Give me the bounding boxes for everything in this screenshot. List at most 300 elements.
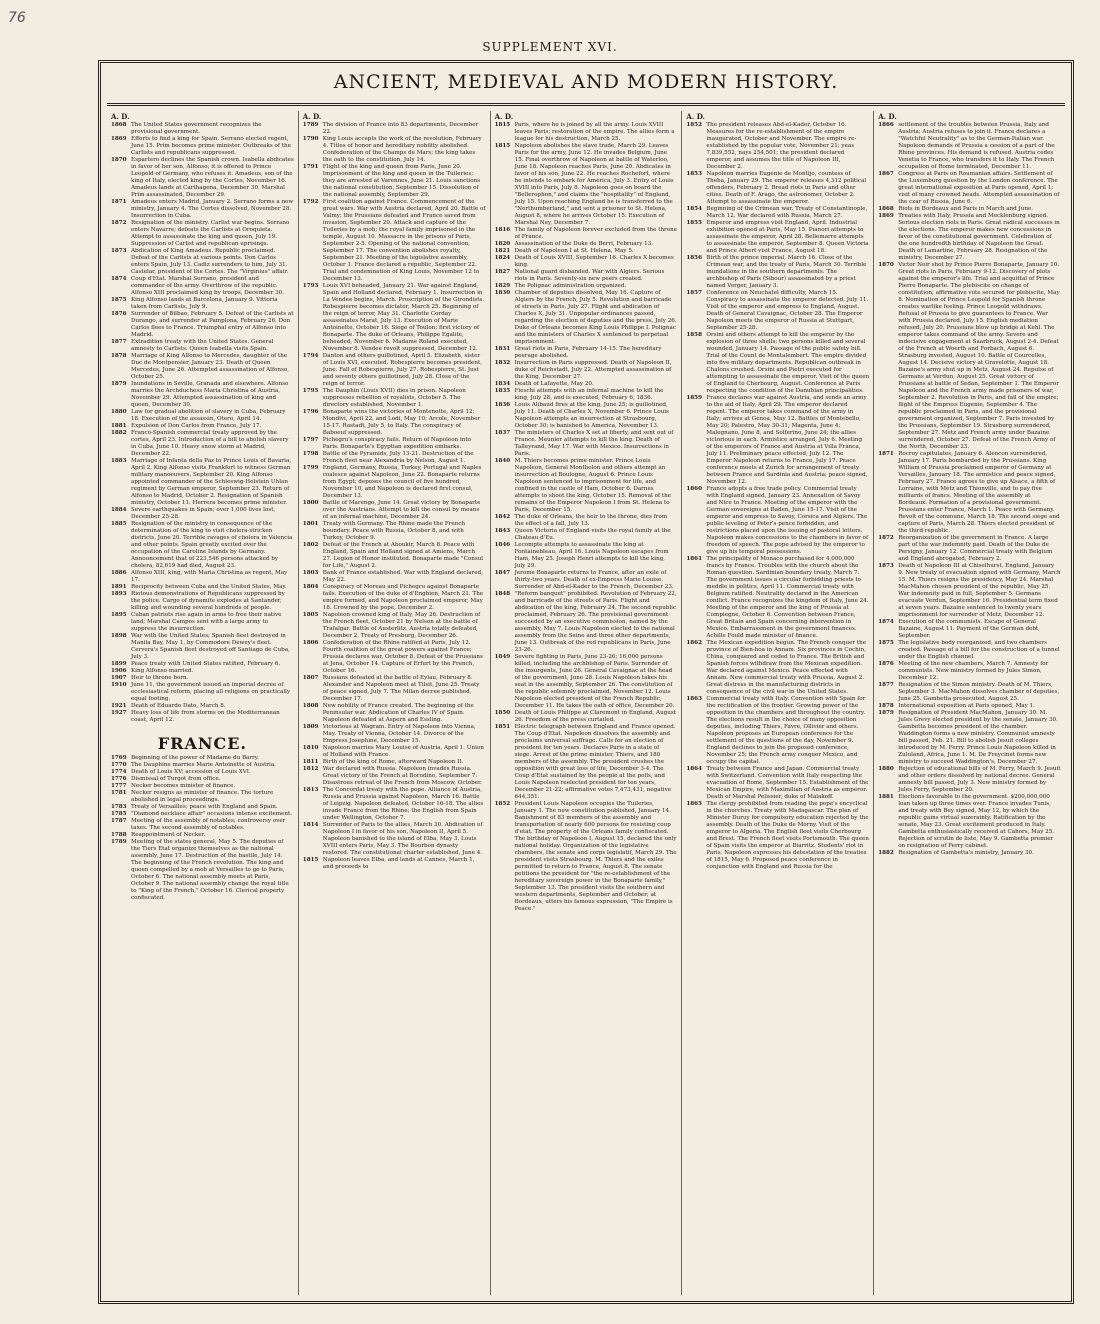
history-entry (303, 745, 486, 759)
history-entry (495, 290, 678, 346)
history-entry (878, 640, 1061, 661)
entry-year: 1837 (494, 430, 511, 436)
entry-text: Death of Louis XVIII, September 16. Charles X becomes king. (514, 255, 674, 268)
entry-text: The principality of Monaco purchased for 4,000,000 francs by France. Troubles with the church about the Roman question. Sardinian boundary treaty, March 7. The government issues a circular forbidding priests to meddle in politics, April 11. Commercial treaty with Belgium ratified. Neutrality declared in the American conflict. France recognizes the kingdom of Italy, June 24. Meeting of the emperor and the king of Prussia at Compiegne, October 6. Convention between France, Great Britain and Spain concerning intervention in Mexico. Embarrassment in the government finances. Achille Fould made minister of finance. (706, 556, 869, 639)
history-column-4 (682, 111, 874, 1295)
history-entry (303, 388, 486, 409)
entry-year: 1883 (111, 458, 127, 464)
entry-year: 1875 (878, 640, 894, 646)
history-entry (111, 818, 294, 832)
history-entry (111, 409, 294, 423)
entry-year: 1872 (111, 220, 127, 226)
entry-year: 1867 (878, 171, 894, 177)
history-entry (495, 458, 678, 514)
entry-text: Resignation of the Simon ministry. Death of M. Thiers, September 3. MacMahon dissolves chamber of deputies, June 25. Gambetta prosecuted, August 25. (898, 682, 1060, 702)
entry-year: 1843 (494, 528, 511, 534)
entry-text: Confederation of the Rhine ratified at Paris, July 12. Fourth coalition of the great powers against France; Prussia declares war, October 8. Defeat of the Prussians at Jena, October 14. Capture of Erfurt by the French, October 16. (322, 640, 483, 674)
history-entry (303, 136, 486, 164)
entry-text: Napoleon crowned king of Italy, May 26. Destruction of the French fleet, October 21 by Nelson at the battle of Trafalgar. Battle of Austerlitz. Austria totally defeated, December 2. Treaty of Presburg, December 26. (322, 612, 481, 639)
entry-text: The Polignac administration organized. (514, 283, 627, 289)
entry-text: Rocroy capitulates, January 6. Alencon surrendered, January 17. Paris bombarded by the Prussians. King William of Prussia proclaimed emperor of Germany at Versailles, January 18. The armistice and peace signed, February 27. France agrees to give up Alsace, a fifth of Lorraine, with Metz and Thionville, and to pay five milliards of francs. Meeting of the assembly at Bordeaux. Formation of a provisional government. Prussians enter France, March 1. Peace with Germany. Revolt of the commune, March 18. The second siege and capture of Paris, March 28. Thiers elected president of the third republic. (898, 451, 1060, 534)
entry-year: 1879 (878, 710, 894, 716)
entry-year: 1829 (494, 283, 511, 289)
history-entry (303, 353, 486, 388)
entry-year: 1815 (494, 122, 511, 128)
history-entry (495, 591, 678, 654)
history-entry (495, 514, 678, 528)
entry-year: 1776 (111, 776, 127, 782)
entry-text: Danton and others guillotined, April 5. Elizabeth, sister of Louis XVI, executed. Robespierre becomes president, June. Fall of Robespierre, July 27. Robespierre, St. Just and seventy others guillotined, July 28. Close of the reign of terror. (322, 353, 482, 387)
entry-text: Flight of the king and queen from Paris, June 20. Imprisonment of the king and queen in the Tuileries; they are arrested at Varennes, June 21. Louis sanctions the national constitution, September 15. Dissolution of the national assembly, September 29. (322, 164, 481, 198)
entry-year: 1806 (302, 640, 319, 646)
entry-year: 1855 (686, 220, 702, 226)
history-entry (303, 584, 486, 612)
entry-text: Espartero declines the Spanish crown. Isabella abdicates in favor of her son, Alfonso; it is offered to Prince Leopold of Germany, who refuses it. Amadeus, son of the king of Italy, elected king by the Cortes, November 16. Amadeus lands at Carthagena, December 30. Marshal Prim assassinated, December 29. (131, 157, 294, 198)
entry-text: First coalition against France. Commencement of the great wars. War with Austria declared, April 20. Battle of Valmy; the Prussians defeated and France saved from invasion, September 20. Attack and capture of the Tuileries by a mob; the royal family imprisoned in the temple, August 10. Massacre in the prisons of Paris, September 2-5. Opening of the national convention, September 17. The convention abolishes royalty, September 21. Meeting of the legislative assembly, October 1. France declared a republic, September 22. Trial and condemnation of King Louis, November 12 to December 13. (322, 199, 486, 282)
entry-year: 1802 (302, 542, 319, 548)
entry-year: 1857 (686, 290, 702, 296)
entry-year: 1816 (494, 227, 511, 233)
history-entry (495, 710, 678, 724)
entry-text: Peace treaty with United States ratified, February 6. (131, 661, 281, 667)
history-entry (111, 521, 294, 570)
entry-year: 1812 (302, 766, 319, 772)
entry-year: 1850 (494, 710, 511, 716)
entry-year: 1815 (494, 143, 511, 149)
history-entry (111, 612, 294, 633)
history-entry (111, 703, 294, 710)
entry-year: 1878 (878, 703, 894, 709)
page-title: ANCIENT, MEDIEVAL AND MODERN HISTORY. (333, 71, 839, 93)
history-column-3 (491, 111, 683, 1295)
history-entry (495, 381, 678, 388)
entry-text: Emperor and empress visit England, April. Industrial exhibition opened at Paris, May 15. Pianori attempts to assassinate the emperor, April 28. Bellemarre attempts to assassinate the emperor, September 8. Queen Victoria and Prince Albert visit France, August 18. (706, 220, 869, 254)
history-entry (878, 262, 1061, 451)
entry-year: 1781 (111, 790, 127, 796)
entry-year: 1807 (302, 675, 319, 681)
entry-text: Death of Napoleon III at Chiselhurst, England, January 9. New treaty of evacuation signed with Germany, March 15. M. Thiers resigns the presidency, May 24. Marshal MacMahon chosen president of the republic, May 25. War indemnity paid in full, September 5. Germans evacuate Verdun, September 16. Presidential term fixed at seven years. Bazaine sentenced to twenty years imprisonment for surrender of Metz, December 12. (898, 563, 1061, 618)
entry-year: 1821 (494, 248, 511, 254)
entry-text: June 11, the government issued an imperial decree of ecclesiastical reform, placing all religions on practically equal footing. (131, 682, 291, 702)
entry-year: 1886 (111, 570, 127, 576)
entry-text: Battle of Marengo, June 14. Great victory by Bonaparte over the Austrians. Attempt to kill the consul by means of an infernal machine, December 24. (322, 500, 481, 520)
entry-year: 1847 (494, 570, 511, 576)
entry-text: Resignation of the ministry in consequence of the determination of the king to visit cholera-stricken districts, June 20. Terrible ravages of cholera in Valencia and other points. Spain greatly excited over the occupation of the Caroline Islands by Germany. Announcement that of 223,546 persons attacked by cholera, 82,619 had died, August 23. (131, 521, 293, 569)
entry-text: Expulsion of Don Carlos from France, July 17. (131, 423, 262, 429)
entry-year: 1848 (494, 591, 511, 597)
history-entry (303, 766, 486, 787)
entry-year: 1792 (302, 199, 319, 205)
history-entry (495, 654, 678, 710)
history-entry (111, 591, 294, 612)
entry-year: 1906 (111, 668, 127, 674)
entry-year: 1880 (878, 766, 894, 772)
entry-year: 1830 (494, 290, 511, 296)
entry-text: Execution of the communists. Escape of General Bazaine, August 11. Payment of the German debt, September. (898, 619, 1040, 639)
entry-text: The president releases Abd-el-Kader, October 16. Measures for the re-establishment of the empire inaugurated, October and November. The empire re-established by the popular vote, November 21; yeas 7,839,552, nays 254,501; the president declared emperor, and assumes the title of Napoleon III, December 2. (706, 122, 857, 170)
history-entry (495, 283, 678, 290)
entry-text: Rejection of educational bills of M. Ferry, March 9. Jesuit and other orders dissolved by national decree. General amnesty bill passed, July 3. New ministry formed by Jules Ferry, September 20. (898, 766, 1061, 793)
entry-text: Inundations in Seville, Granada and elsewhere. Alfonso marries the Archduchess Maria Christina of Austria, November 29. Attempted assassination of king and queen, December 30. (131, 381, 289, 408)
history-entry (495, 801, 678, 913)
history-entry (303, 822, 486, 857)
history-entry (686, 171, 869, 206)
entry-text: Bonaparte wins the victories of Montenotte, April 12; Mondivi, April 22, and Lodi, May 10; Arcole, November 15-17. Rastadt, July 5, to Italy. The conspiracy of Baboeuf suppressed. (322, 409, 481, 436)
handwritten-page-number: 76 (8, 10, 26, 26)
entry-year: 1881 (878, 794, 894, 800)
history-entry (111, 199, 294, 220)
entry-text: Reciprocity between Cuba and the United States, May. (131, 584, 287, 590)
entry-year: 1820 (494, 241, 511, 247)
history-entry (686, 801, 869, 871)
entry-year: 1869 (878, 213, 894, 219)
history-entry (878, 122, 1061, 171)
history-entry (686, 206, 869, 220)
history-entry (878, 710, 1061, 766)
entry-year: 1795 (302, 388, 319, 394)
history-entry (303, 283, 486, 353)
entry-text: President Louis Napoleon occupies the Tuileries, January 1. The new constitution published, January 14. Banishment of 83 members of the assembly and transportation of nearly 600 persons for resisting coup d'etat. The property of the Orleans family confiscated. The birthday of Napoleon I, August 15, declared the only national holiday. Organization of the legislative chambers, the senate and corps legislatif, March 29. The president visits Strasbourg. M. Thiers and the exiles permitted to return to France, August 8. The senate petitions the president for "the re-establishment of the hereditary sovereign power in the Bonaparte family," September 13. The president visits the southern and western departments, September and October; at Bordeaux, utters his famous expression, "The Empire is Peace." (514, 801, 677, 912)
entry-text: The clergy prohibited from reading the pope's encyclical in the churches. Treaty with Madagascar. The plan of Minister Duruy for compulsory education rejected by the assembly. Death of the Duke de Morny. Visit of the emperor to Algeria. The English fleet visits Cherbourg and Brest. The French fleet visits Portsmouth. The queen of Spain visits the emperor at Biarritz. Students' riot in Paris. Napoleon expresses his detestation of the treaties of 1815, May 6. Proposed peace conference in conjunction with England and Russia for the (706, 801, 869, 870)
entry-year: 1800 (302, 500, 319, 506)
entry-text: "Reform banquet" prohibited. Revolution of February 22, and barricade of the streets of Paris. Flight and abdication of the king, February 24. The second republic proclaimed, February 26. The provisional government succeeded by an executive commission, named by the assembly, May 7. Louis Napoleon elected to the national assembly from the Seine and three other departments, June 13. Outbreak of the red republicans in Paris, June 23-26. (514, 591, 677, 653)
entry-text: War with the United States; Spanish fleet destroyed in Manila Bay, May 1, by Commodore Dewey's fleet. Cervera's Spanish fleet destroyed off Santiago de Cuba, July 3. (131, 633, 290, 660)
entry-year: 1856 (686, 255, 702, 261)
entry-year: 1884 (111, 507, 127, 513)
history-entry (878, 171, 1061, 206)
entry-text: Defeat of the French at Aboukir, March 8. Peace with England, Spain and Holland signed at Amiens, March 27. Legion of Honor instituted. Bonaparte made "Consul for Life," August 2. (322, 542, 484, 569)
entry-text: Necker becomes minister of finance. (131, 783, 236, 789)
history-entry (495, 248, 678, 255)
entry-text: Great riots in Paris, February 14-15. The hereditary peerage abolished. (514, 346, 662, 359)
ad-heading: A. D. (494, 112, 514, 121)
entry-year: 1907 (111, 675, 127, 681)
entry-text: Death of Louis Philippe at Claremont in England, August 26. Freedom of the press curtailed. (514, 710, 676, 723)
history-entry (111, 220, 294, 248)
history-entry (303, 122, 486, 136)
history-entry (303, 787, 486, 822)
history-entry (495, 402, 678, 430)
entry-text: Assassination of the Duke de Berri, February 13. (514, 241, 654, 247)
entry-text: Queen Victoria of England visits the royal family at the Chateau d'Eu. (514, 528, 671, 541)
entry-year: 1790 (302, 136, 319, 142)
entry-year: 1882 (878, 850, 894, 856)
entry-text: Conspiracy of Moreau and Pichegru against Bonaparte fails. Execution of the duke of d'Enghien, March 21. The empire formed, and Napoleon proclaimed emperor, May 18. Crowned by the pope, December 2. (322, 584, 484, 611)
history-entry (878, 213, 1061, 262)
entry-text: King Alfonso married. (131, 668, 194, 674)
history-entry (495, 430, 678, 458)
entry-year: 1770 (111, 762, 127, 768)
entry-year: 1849 (494, 654, 511, 660)
history-entry (303, 164, 486, 199)
entry-year: 1804 (302, 584, 319, 590)
entry-year: 1854 (686, 206, 702, 212)
history-entry (686, 640, 869, 696)
entry-year: 1785 (111, 811, 127, 817)
entry-year: 1808 (302, 703, 319, 709)
history-entry (878, 682, 1061, 703)
history-entry (878, 794, 1061, 850)
entry-year: 1853 (686, 171, 702, 177)
entry-text: The United States government recognizes the provisional government. (131, 122, 262, 135)
entry-text: settlement of the troubles between Prussia, Italy and Austria; Austria refuses to join it. France declares a "Watchful Neutrality" as to the German-Italian war. Napoleon demands of Prussia a cession of a part of the Rhine provinces. His demand is refused. Austria cedes Venetia to France, who transfers it to Italy. The French occupation of Rome terminated, December 11. (898, 122, 1055, 170)
history-entry (878, 619, 1061, 640)
entry-year: 1842 (494, 514, 511, 520)
entry-text: Russians defeated at the battle of Eylau, February 8. Alexander and Napoleon meet at Tilsit, June 25. Treaty of peace signed, July 7. The Milan decree published, December 17. (322, 675, 480, 702)
entry-year: 1783 (111, 804, 127, 810)
entry-text: The family of Napoleon forever excluded from the throne of France. (514, 227, 678, 240)
entry-text: Death of Napoleon I at St. Helena, May 5. (514, 248, 634, 254)
entry-text: Death of Lafayette, May 20. (514, 381, 594, 387)
entry-text: Alfonso XIII, king, with Maria Christina as regent, May 17. (131, 570, 288, 583)
history-entry (303, 570, 486, 584)
entry-year: 1774 (111, 769, 127, 775)
history-entry (495, 542, 678, 570)
entry-year: 1895 (111, 612, 127, 618)
entry-text: Resignation of President MacMahon, January 30. M. Jules Grevy elected president by the senate, January 30. Gambetta becomes president of the chamber. Waddington forms a new ministry. Communist amnesty bill passed, Feb. 21. Bill to abolish Jesuit colleges introduced by M. Ferry. Prince Louis Napoleon killed in Zululand, Africa, June 1. M. De Freycinet forms new ministry to succeed Waddington's, December 27. (898, 710, 1058, 765)
history-entry (686, 290, 869, 332)
entry-text: Insurrection in Paris suppressed. Death of Napoleon II, duke of Reichstadt, July 22. Attempted assassination of the King, December 27. (514, 360, 672, 380)
entry-year: 1815 (302, 857, 319, 863)
history-entry (495, 346, 678, 360)
entry-year: 1809 (302, 724, 319, 730)
history-entry (111, 832, 294, 839)
entry-year: 1885 (111, 521, 127, 527)
entry-year: 1801 (302, 521, 319, 527)
entry-year: 1869 (111, 136, 127, 142)
entry-year: 1852 (494, 801, 511, 807)
history-entry (303, 437, 486, 451)
entry-year: 1811 (302, 759, 319, 765)
entry-text: Victorious at Wagram. Entry of Napoleon into Vienna, May. Treaty of Vienna, October 14. Divorce of the Empress Josephine, December 15. (322, 724, 476, 744)
entry-year: 1805 (302, 612, 319, 618)
entry-year: 1840 (494, 458, 511, 464)
entry-year: 1870 (878, 262, 894, 268)
history-entry (303, 640, 486, 675)
entry-text: England, Germany, Russia, Turkey, Portugal and Naples coalesce against Napoleon, June 22. Bonaparte returns from Egypt; deposes the council of five hundred, November 10, and Napoleon is declared first consul, December 13. (322, 465, 482, 499)
entry-year: 1827 (494, 269, 511, 275)
entry-text: Meeting of the states general, May 5. The deputies of the Tiers Etat organize themselves as the national assembly, June 17. Destruction of the bastile, July 14. The beginning of the French revolution. The king and queen compelled by a mob at Versailles to go to Paris, October 6. The national assembly meets at Paris, October 9. The national assembly change the royal title to "King of the French," October 16. Clerical property confiscated. (131, 839, 289, 901)
history-entry (495, 143, 678, 227)
entry-year: 1824 (494, 255, 511, 261)
entry-text: The division of France into 83 departments, December 22. (322, 122, 479, 135)
supplement-label: SUPPLEMENT XVI. (482, 40, 618, 54)
entry-text: Meeting of the new chambers, March 7. Amnesty for communists. New ministry formed by Jules Simon, December 12. (898, 661, 1049, 681)
entry-year: 1813 (302, 787, 319, 793)
entry-year: 1880 (111, 409, 127, 415)
entry-text: Victor Noir shot by Prince Pierre Bonaparte, January 10. Great riots in Paris, February 9-12. Discovery of plots against the emperor's life. Trial and acquittal of Prince Pierre Bonaparte. The plebiscite on change of constitution; affirmative vote secured for plebiscite, May 8. Nomination of Prince Leopold for Spanish throne creates warlike feeling. Prince Leopold withdraws. Refusal of Prussia to give guarantees to France. War with Prussia declared, July 15. English mediation refused, July 20. Prussians blow up bridge at Kehl. The emperor takes command of the army. Severe and indecisive engagement at Saarbruck, August 2-4. Defeat of the French at Woerth and Forbach, August 6. Strasburg invested, August 10. Battle of Courcelles, August 14. Decisive victory at Gravelotte, August 18. Bazaine's army shut up in Metz, August 24. Repulse of Germans at Verdun, August 25. Great victory of Prussians at battle of Sedan, September 1. The Emperor Napoleon and the French army made prisoners of war, September 2. Revolution in Paris, and fall of the empire; flight of the Empress Eugenie, September 4. The republic proclaimed in Paris, and the provisional government organized, September 7. Paris invested by the Prussians, September 19. Strasburg surrendered, September 27. Metz and French army under Bazaine surrendered, October 27. Defeat of the French Army of the North, December 23. (898, 262, 1060, 450)
entry-year: 1872 (878, 535, 894, 541)
entry-text: Surrender of Bilbao, February 5. Defeat of the Carlists at Durango, and surrender at Pamplona, February 26. Don Carlos flees to France. Triumphal entry of Alfonso into Madrid. (131, 311, 294, 338)
entry-text: Bank of France established. War with England declared, May 22. (322, 570, 483, 583)
entry-year: 1852 (686, 122, 702, 128)
history-entry (111, 381, 294, 409)
entry-text: Riotous demonstrations of Republicans suppressed by the police. Cargo of dynamite explodes at Santander, killing and wounding several hundreds of people. (131, 591, 285, 611)
entry-text: Paris, where he is joined by all the army. Louis XVIII leaves Paris; restoration of the empire. The allies form a league for his destruction, March 25. (514, 122, 675, 142)
entry-text: Electric telegraph between England and France opened. The Coup d'Etat. Napoleon dissolves the assembly and proclaims universal suffrage. Calls for an election of president for ten years. Declares Paris in a state of siege. Arrest of the prime minister, Thiers, and 180 members of the assembly. The president crushes the opposition with great loss of life, December 3-4. The Coup d'Etat sustained by the people at the polls, and Louis Napoleon reelected president for ten years, December 21-22; affirmative votes 7,473,431, negative 644,351. (514, 724, 676, 800)
entry-text: The legislative body reorganized, and two chambers created. Passage of a bill for the construction of a tunnel under the English channel. (898, 640, 1060, 660)
entry-year: 1874 (111, 276, 127, 282)
entry-year: 1868 (878, 206, 894, 212)
entry-year: 1893 (111, 591, 127, 597)
entry-text: Orsini and others attempt to kill the emperor by the explosion of three shells; two persons killed and several wounded, January 14. Passage of the public safety bill. Trial of the Count de Montalembert. The empire divided into five military departments. Republican outbreak in Chalons crushed. Orsini and Pietri executed for attempting to assassinate the emperor. Visit of the queen of England to Cherbourg, August. Conference at Paris respecting the condition of the Danubian principalities. (706, 332, 870, 394)
entry-year: 1899 (111, 661, 127, 667)
entry-text: "Diamond necklace affair" occasions intense excitement. (131, 811, 293, 817)
entry-text: The Dauphin (Louis XVII) dies in prison. Napoleon suppresses rebellion of royalists, October 5. The directory established, November 1. (322, 388, 466, 408)
entry-text: New nobility of France created. The beginning of the Peninsular war. Abdication of Charles IV of Spain. Napoleon defeated at Aspern and Essling. (322, 703, 474, 723)
history-entry (878, 563, 1061, 619)
history-entry (111, 311, 294, 339)
history-entry (111, 710, 294, 724)
history-entry (303, 759, 486, 766)
entry-text: Jerome Bonaparte returns to France, after an exile of thirty-two years. Death of ex-Empress Marie Louise. Surrender of Abd-el-Kader to the French, December 23. (514, 570, 674, 590)
entry-year: 1858 (686, 332, 702, 338)
entry-year: 1882 (111, 430, 127, 436)
history-column-2 (299, 111, 491, 1295)
history-entry (495, 570, 678, 591)
entry-year: 1834 (494, 381, 511, 387)
history-entry (111, 668, 294, 675)
entry-text: Napoleon marries Eugenie de Montijo, countess of Theba, January 29. The emperor releases 4,312 political offenders, February 2. Bread riots in Paris and other cities. Death of F. Arago, the astronomer, October 2. Attempt to assassinate the emperor. (706, 171, 867, 205)
entry-text: The duke of Orleans, the heir to the throne, dies from the effect of a fall, July 13. (514, 514, 668, 527)
entry-year: 1791 (302, 164, 319, 170)
entry-year: 1898 (111, 633, 127, 639)
entry-text: Reappointment of Necker. (131, 832, 206, 838)
history-entry (111, 839, 294, 902)
entry-text: The Mexican expedition begun. The French conquer the province of Bien-hoa in Annam. Six provinces in Cochin, China, conquered and ceded to France. The British and Spanish forces withdraw from the Mexican expedition. War declared against Mexico. Peace effected with Annam. New commercial treaty with Prussia, August 2. Great distress in the manufacturing districts in consequence of the civil war in the United States. (706, 640, 867, 695)
entry-year: 1788 (111, 832, 127, 838)
history-entry (111, 584, 294, 591)
history-column-1 (107, 111, 299, 1295)
entry-year: 1846 (494, 542, 511, 548)
entry-year: 1810 (302, 745, 319, 751)
history-entry (111, 661, 294, 668)
entry-year: 1871 (878, 451, 894, 457)
entry-year: 1799 (302, 465, 319, 471)
history-entry (111, 755, 294, 762)
entry-year: 1870 (111, 157, 127, 163)
entry-text: War declared with Russia. Napoleon invades Russia. Great victory of the French at Borodino, September 7. Disastrous retreat of the French from Moscow, October. (322, 766, 482, 786)
entry-year: 1836 (494, 402, 511, 408)
history-entry (111, 804, 294, 811)
entry-text: Fieschi attempts with an infernal machine to kill the king, July 28, and is executed, February 6, 1836. (514, 388, 664, 401)
entry-text: Meeting of the assembly of notables; controversy over taxes. The second assembly of notables. (131, 818, 286, 831)
history-entry (111, 633, 294, 661)
history-entry (303, 542, 486, 570)
entry-year: 1793 (302, 283, 319, 289)
history-entry (495, 122, 678, 143)
history-entry (111, 458, 294, 507)
entry-text: Elections favorable to the government. $200,000,000 loan taken up three times over. France invades Tunis, and treaty with Bey signed, May 12, by which the republic gains virtual suzerainty. Ratification by the senate, May 23. Great excitement produced in Italy. Gambetta enthusiastically received at Cahors, May 25. Rejection of scrutin de liste, May 9. Gambetta premier on resignation of Ferry cabinet. (898, 794, 1055, 849)
history-entry (111, 430, 294, 458)
ad-heading: A. D. (111, 112, 130, 121)
history-entry (111, 157, 294, 199)
entry-year: 1875 (111, 297, 127, 303)
history-entry (686, 766, 869, 801)
entry-text: Conference on Neuchatel difficulty, March 15. Conspiracy to assassinate the emperor detected, July 11. Visit of the emperor and empress to England, August. Death of General Cavaignac, October 28. The Emperor Napoleon meets the emperor of Russia at Stuttgart, September 25-28. (706, 290, 869, 331)
entry-text: Lecompte attempts to assassinate the king at Fontainebleau, April 16. Louis Napoleon escapes from Ham, May 25. Joseph Henri attempts to kill the king, July 29. (514, 542, 669, 569)
entry-text: Louis Alibaud fires at the king, June 25; is guillotined, July 11. Death of Charles X, November 6. Prince Louis Napoleon attempts an insurrection at Strasbourg, October 30; is banished to America, November 13. (514, 402, 669, 429)
entry-year: 1787 (111, 818, 127, 824)
entry-text: Birth of the prince imperial, March 16. Close of the Crimean war, and the treaty of Paris, March 30. Terrible inundations in the southern departments. The archbishop of Paris (Sibour) assassinated by a priest named Verger, January 3. (706, 255, 867, 289)
history-entry (111, 136, 294, 157)
entry-year: 1877 (111, 339, 127, 345)
entry-year: 1871 (111, 199, 127, 205)
entry-year: 1863 (686, 696, 702, 702)
history-entry (495, 528, 678, 542)
entry-year: 1796 (302, 409, 319, 415)
entry-text: Surrender of Paris to the allies, March 30. Abdication of Napoleon I in favor of his son, Napoleon II, April 5. Napoleon banished to the island of Elba, May 3. Louis XVIII enters Paris, May 3. The Bourbon dynasty restored. The constitutional charter established, June 4. (322, 822, 483, 856)
history-entry (111, 675, 294, 682)
entry-year: 1862 (686, 640, 702, 646)
entry-text: King Alfonso lands at Barcelona, January 9. Vittoria taken from Carlists, July 9. (131, 297, 278, 310)
history-entry (686, 395, 869, 486)
entry-text: Death of Eduardo Dato, March 8. (131, 703, 226, 709)
entry-text: Napoleon abolishes the slave trade, March 29. Leaves Paris for the army, June 12. He invades Belgium, June 15. Final overthrow of Napoleon at battle of Waterloo, June 18. Napoleon reaches Paris, June 20. Abdicates in favor of his son, June 22. He reaches Rochefort, where he intends to embark for America, July 3. Entry of Louis XVIII into Paris, July 8. Napoleon goes on board the "Bellerophon," and claims the "hospitality" of England, July 15. Upon reaching England he is transferred to the "Northumberland," and sent a prisoner to St. Helena, August 8, where he arrives October 15. Execution of Marshal Ney, December 7. (514, 143, 674, 226)
france-heading: FRANCE. (157, 734, 247, 753)
history-entry (303, 451, 486, 465)
entry-year: 1910 (111, 682, 127, 688)
history-entry (686, 486, 869, 556)
history-entry (686, 696, 869, 766)
history-entry (111, 783, 294, 790)
entry-text: Reorganization of the government in France. A large part of the war indemnity paid. Death of the Duke de Persigny, January 12. Commercial treaty with Belgium and England abrogated, February 2. (898, 535, 1053, 562)
entry-text: Treaty with Germany. The Rhine made the French boundary. Peace with Russia, October 8, and with Turkey, October 9. (322, 521, 466, 541)
history-entry (111, 682, 294, 703)
entry-text: Severe fighting in Paris, June 23-26; 16,000 persons killed, including the archbishop of Paris. Surrender of the insurgents, June 26. General Cavaignac at the head of the government, June 28. Louis Napoleon takes his seat in the assembly, September 26. The constitution of the republic solemnly proclaimed, November 12. Louis Napoleon elected president of the French Republic, December 11. He takes the oath of office, December 20. (514, 654, 675, 709)
entry-text: Treaties with Italy, Prussia and Mecklenburg signed. Serious election riots in Paris. Great radical successes in the elections. The emperor makes new concessions in favor of the constitutional government. Celebration of the one hundredth birthday of Napoleon the Great. Death of Lamartine, February 28. Resignation of the ministry, December 27. (898, 213, 1060, 261)
entry-text: France adopts a free trade policy. Commercial treaty with England signed, January 23. Annexation of Savoy and Nice to France. Meeting of the emperor with the German sovereigns at Baden, June 15-17. Visit of the emperor and empress to Savoy, Corsica and Algiers. The public leveling of Peter's pence forbidden, and restrictions placed upon the issuing of pastoral letters. Napoleon makes concessions to the chambers in favor of freedom of speech. The pope advised by the emperor to give up his temporal possessions. (706, 486, 869, 555)
entry-year: 1777 (111, 783, 127, 789)
history-entry (111, 776, 294, 783)
entry-text: Treaty of Versailles; peace with England and Spain. (131, 804, 278, 810)
history-entry (878, 766, 1061, 794)
entry-text: Beginning of the power of Madame du Barry. (131, 755, 259, 761)
entry-year: 1789 (302, 122, 319, 128)
entry-text: Efforts to find a king for Spain. Serrano elected regent, June 15. Prim becomes prime minister. Outbreaks of the Carlists and republicans suppressed. (131, 136, 291, 156)
entry-year: 1881 (111, 423, 127, 429)
entry-text: Resignation of the ministry. Carlist war begins. Serrano enters Navarre; defeats the Carlists at Oroquieta. Attempt to assassinate the king and queen, July 19. Suppression of Carlist and republican uprisings. (131, 220, 290, 247)
entry-text: Heavy loss of life from storms on the Mediterranean coast, April 12. (131, 710, 280, 723)
entry-text: France declares war against Austria, and sends an army to the aid of Italy, April 29. The emperor declared regent. The emperor takes command of the army in Italy; arrives at Genoa, May 12. Battles of Montebello, May 20; Palestro, May 30-31; Magenta, June 4; Malegnano, June 8, and Solferino, June 24; the allies victorious in each. Armistice arranged, July 6. Meeting of the emperors of France and Austria at Villa Franca, July 11. Preliminary peace effected, July 12. The Emperor Napoleon returns to France, July 17. Peace conference meets at Zurich for arrangement of treaty between France and Sardinia and Austria; peace signed, November 12. (706, 395, 868, 485)
history-entry (111, 353, 294, 381)
entry-year: 1851 (494, 724, 511, 730)
history-entry (495, 388, 678, 402)
entry-text: Birth of the king of Rome, afterward Napoleon II. (322, 759, 464, 765)
entry-text: Death of Louis XV; accession of Louis XVI. (131, 769, 251, 775)
entry-year: 1876 (111, 311, 127, 317)
entry-year: 1876 (878, 661, 894, 667)
history-entry (303, 521, 486, 542)
entry-year: 1769 (111, 755, 127, 761)
entry-text: National guard disbanded. War with Algiers. Serious riots in Paris. Seventy-six new peers created. (514, 269, 665, 282)
history-entry (495, 360, 678, 381)
entry-year: 1861 (686, 556, 702, 562)
history-entry (111, 122, 294, 136)
entry-year: 1832 (494, 360, 511, 366)
entry-text: Congress at Paris on Roumanian affairs. Settlement of the Luxemburg question by the London conference. The great international exposition at Paris opened, April 1; visit of many crowned heads. Attempted assassination of the czar of Russia, June 6. (898, 171, 1060, 205)
entry-text: Franco-Spanish commercial treaty approved by the cortes, April 23. Introduction of a bill to abolish slavery in Cuba, June 10. Heavy snow storm at Madrid, December 22. (131, 430, 289, 457)
entry-year: 1797 (302, 437, 319, 443)
entry-year: 1877 (878, 682, 894, 688)
entry-year: 1873 (878, 563, 894, 569)
history-entry (303, 612, 486, 640)
ad-heading: A. D. (302, 112, 322, 121)
entry-text: Extradition treaty with the United States. General amnesty to Carlists. Queen Isabella visits Spain. (131, 339, 274, 352)
history-entry (111, 790, 294, 804)
history-entry (111, 769, 294, 776)
entry-year: 1864 (686, 766, 702, 772)
